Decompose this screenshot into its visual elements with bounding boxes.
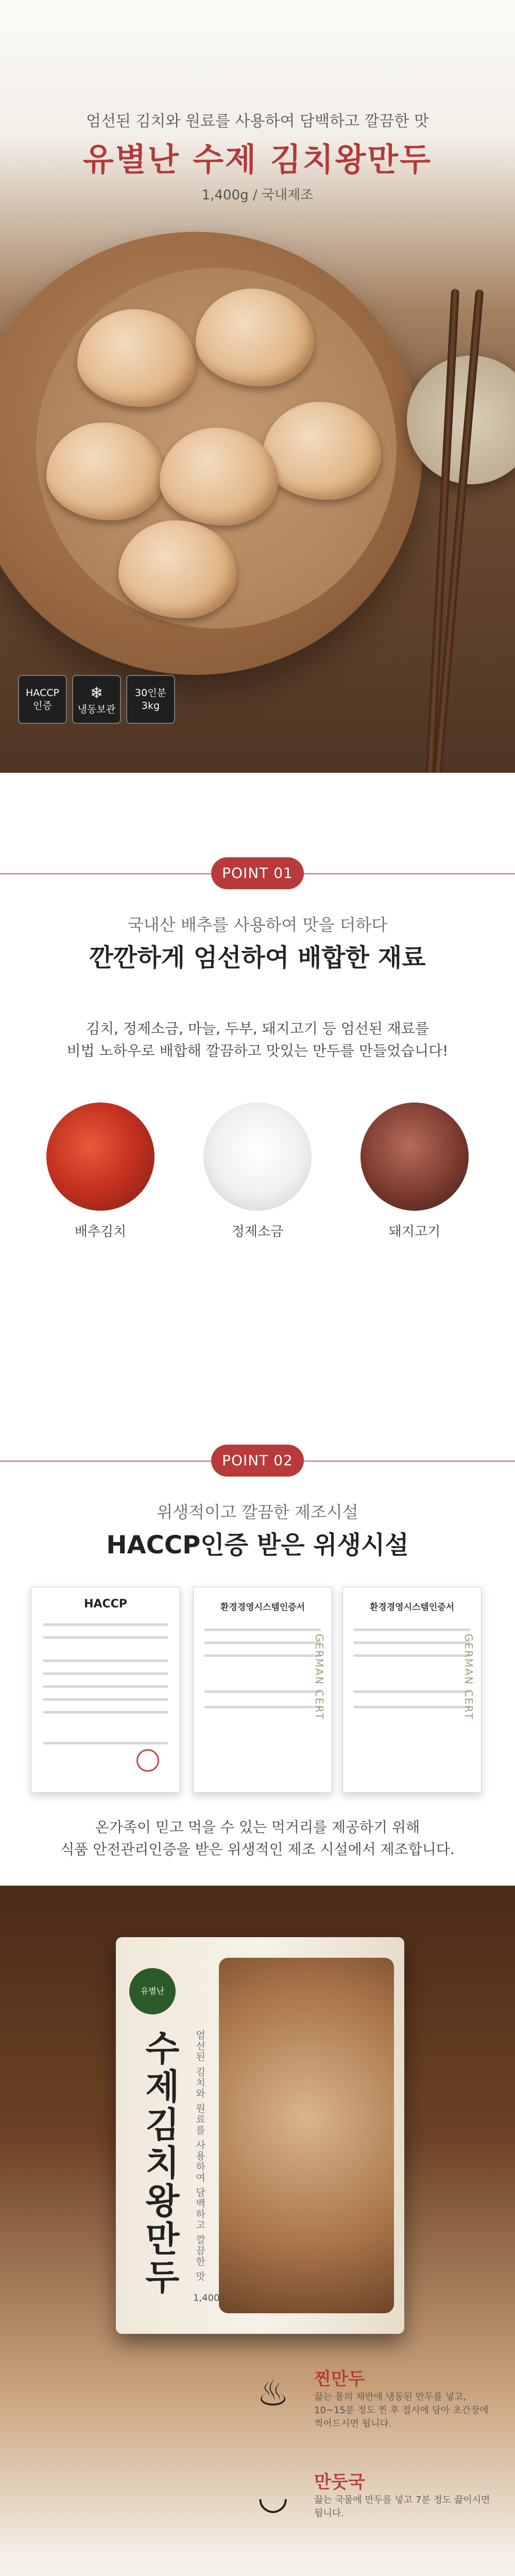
point-02-body: 식품 안전관리인증을 받은 위생적인 제조 시설에서 제조합니다. xyxy=(60,1841,455,1858)
hero-section xyxy=(0,0,515,773)
point-02-subhead: 위생적이고 깔끔한 제조시설 xyxy=(157,1502,358,1522)
point-01-body: 김치, 정제소금, 마늘, 두부, 돼지고기 등 엄선된 재료를 xyxy=(86,1020,429,1037)
haccp-badge: HACCP 인증 xyxy=(18,675,67,724)
cooking-method-text: 끓는 물의 채반에 냉동된 만두를 넣고, 10~15분 정도 찐 후 접시에 담아 초간장에 찍어드시면 됩니다. xyxy=(314,2392,489,2430)
cooking-method-title: 만둣국 xyxy=(314,2472,365,2493)
cooking-method-text: 끓는 국물에 만두를 넣고 7분 정도 끓이시면 됩니다. xyxy=(314,2495,490,2519)
ingredient-label: 배추김치 xyxy=(74,1224,127,1240)
haccp-icon: HACCP xyxy=(26,687,59,699)
badge-row xyxy=(18,675,175,724)
point-01-subhead: 국내산 배추를 사용하여 맛을 더하다 xyxy=(127,915,388,935)
point-02-headline: HACCP인증 받은 위생시설 xyxy=(106,1531,409,1560)
product-package-image xyxy=(116,1937,404,2334)
package-title: 수제김치왕만두 xyxy=(139,2030,180,2297)
certificate-title: 환경경영시스템인증서 xyxy=(220,1602,305,1613)
point-02-label: POINT 02 xyxy=(211,1445,304,1477)
steamer-icon: ♨ xyxy=(256,2372,289,2414)
frozen-storage-badge: ❄ 냉동보관 xyxy=(72,675,121,724)
german-cert-mark: GERMAN CERT xyxy=(462,1634,475,1720)
point-02-body: 온가족이 믿고 먹을 수 있는 먹거리를 제공하기 위해 xyxy=(95,1819,420,1836)
snowflake-icon: ❄ xyxy=(90,684,104,702)
soup-bowl-icon: ◡ xyxy=(257,2475,289,2517)
environment-certificate xyxy=(342,1587,482,1793)
german-cert-mark: GERMAN CERT xyxy=(313,1634,325,1720)
portion-icon: 30인분 xyxy=(135,687,166,699)
environment-certificate xyxy=(193,1587,332,1793)
certificate-seal-icon xyxy=(136,1749,159,1772)
cooking-method-title: 찐만두 xyxy=(314,2369,365,2389)
ingredient-label: 돼지고기 xyxy=(388,1224,441,1240)
haccp-certificate xyxy=(31,1587,180,1793)
point-01-headline: 깐깐하게 엄선하여 배합한 재료 xyxy=(89,943,426,972)
certificate-title: 환경경영시스템인증서 xyxy=(369,1602,455,1613)
package-weight: 1,400g xyxy=(193,2293,226,2303)
package-subtitle: 엄선된 김치와 원료를 사용하여 담백하고 깔끔한 맛 xyxy=(194,2030,205,2282)
hero-subtitle: 엄선된 김치와 원료를 사용하여 담백하고 깔끔한 맛 xyxy=(86,112,429,130)
ingredient-label: 정제소금 xyxy=(231,1224,284,1240)
point-01-body: 비법 노하우로 배합해 깔끔하고 맛있는 만두를 만들었습니다! xyxy=(66,1042,449,1059)
portion-badge: 30인분 3kg xyxy=(126,675,175,724)
brand-logo: 유별난 xyxy=(129,1968,176,2014)
kimchi-photo xyxy=(46,1103,154,1211)
pork-photo xyxy=(360,1103,469,1211)
certificate-title: HACCP xyxy=(84,1598,127,1611)
hero-meta: 1,400g / 국내제조 xyxy=(201,188,314,203)
hero-title: 유별난 수제 김치왕만두 xyxy=(82,141,433,178)
point-01-label: POINT 01 xyxy=(211,857,304,889)
salt-photo xyxy=(203,1103,312,1211)
package-window-image xyxy=(219,1958,394,2313)
